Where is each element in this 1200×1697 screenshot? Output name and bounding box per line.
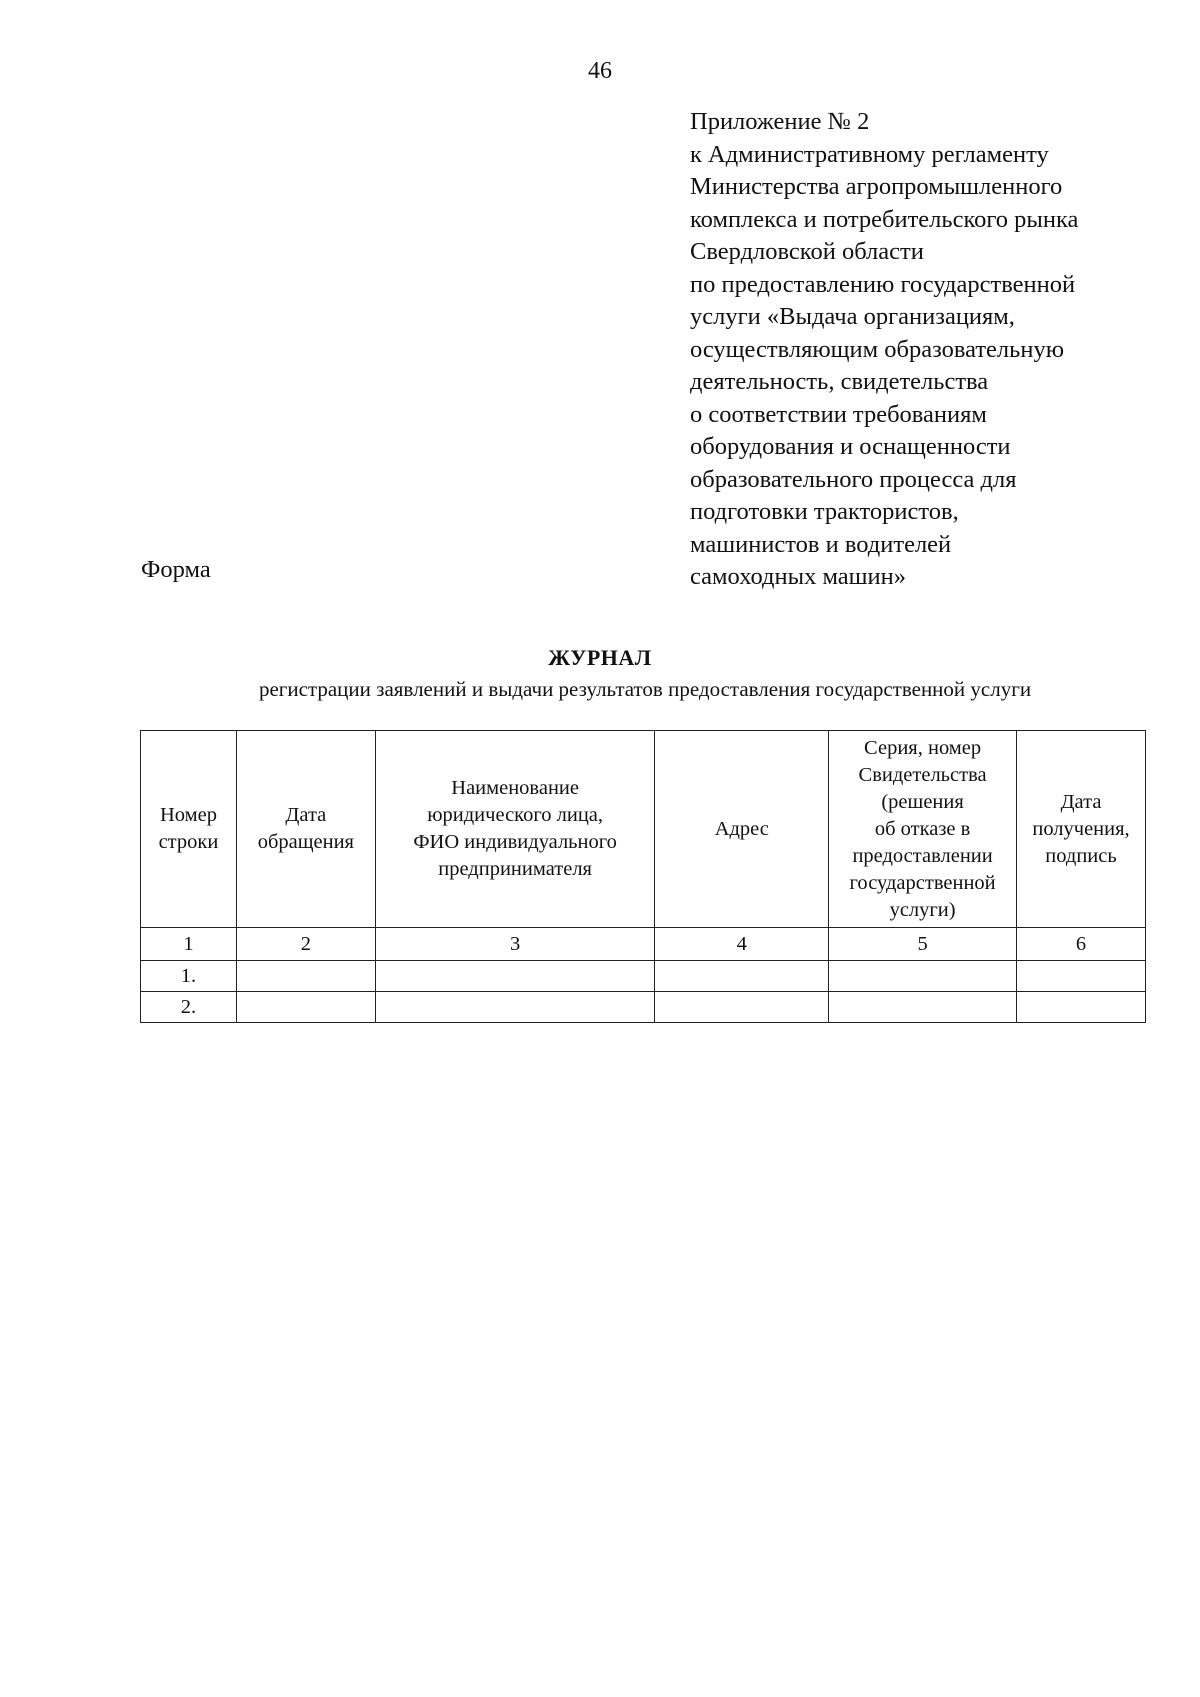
header-line: получения, xyxy=(1032,817,1130,840)
journal-subtitle: регистрации заявлений и выдачи результатов предоставления государственной услуги xyxy=(258,677,1032,701)
appendix-line: по предоставлению государственной xyxy=(690,270,1076,298)
header-line: об отказе в xyxy=(874,817,971,840)
appendix-line: машинистов и водителей xyxy=(690,530,952,558)
appendix-line: деятельность, свидетельства xyxy=(690,368,989,395)
table-header-row xyxy=(141,731,1146,928)
header-line: строки xyxy=(158,831,219,853)
column-number: 3 xyxy=(375,928,655,961)
journal-table xyxy=(140,730,1146,1023)
empty-cell xyxy=(1017,961,1146,992)
column-number: 1 xyxy=(141,928,237,961)
form-label: Форма xyxy=(141,556,211,583)
column-number: 2 xyxy=(236,928,375,961)
appendix-line: комплекса и потребительского рынка xyxy=(690,205,1079,233)
column-header-applicant-name xyxy=(375,731,655,928)
column-header-certificate xyxy=(829,731,1017,928)
appendix-line: о соответствии требованиям xyxy=(690,400,987,428)
appendix-line: Приложение № 2 xyxy=(690,108,870,135)
appendix-line: осуществляющим образовательную xyxy=(690,335,1064,363)
header-line: Свидетельства xyxy=(858,763,987,786)
appendix-line: услуги «Выдача организациям, xyxy=(690,303,1015,330)
header-line: Адрес xyxy=(714,817,769,840)
appendix-line: Свердловской области xyxy=(690,238,924,265)
appendix-line: подготовки трактористов, xyxy=(690,498,959,525)
column-header-row-number xyxy=(141,731,237,928)
header-line: юридического лица, xyxy=(427,804,604,826)
column-number: 5 xyxy=(829,928,1017,961)
header-line: Номер xyxy=(159,804,217,826)
header-line: ФИО индивидуального xyxy=(413,831,617,853)
header-line: обращения xyxy=(257,831,354,853)
empty-cell xyxy=(375,961,655,992)
appendix-line: образовательного процесса для xyxy=(690,465,1017,493)
header-line: Наименование xyxy=(451,777,579,799)
empty-cell xyxy=(655,992,829,1023)
header-line: (решения xyxy=(881,790,964,813)
header-line: государственной xyxy=(849,871,996,894)
appendix-header xyxy=(690,106,1160,594)
table-row xyxy=(141,992,1146,1023)
header-line: Дата xyxy=(1060,790,1102,813)
column-header-receipt-date-signature xyxy=(1017,731,1146,928)
row-number: 1. xyxy=(141,961,237,992)
empty-cell xyxy=(1017,992,1146,1023)
header-line: подпись xyxy=(1045,844,1117,867)
appendix-line: к Административному регламенту xyxy=(690,140,1049,168)
appendix-line: самоходных машин» xyxy=(690,563,907,590)
empty-cell xyxy=(375,992,655,1023)
column-header-address xyxy=(655,731,829,928)
table-row xyxy=(141,961,1146,992)
row-number: 2. xyxy=(141,992,237,1023)
journal-title: ЖУРНАЛ xyxy=(548,645,652,670)
empty-cell xyxy=(829,992,1017,1023)
page-number: 46 xyxy=(588,58,612,84)
header-line: предоставлении xyxy=(852,844,993,867)
empty-cell xyxy=(655,961,829,992)
empty-cell xyxy=(236,961,375,992)
column-number-row xyxy=(141,928,1146,961)
column-header-request-date xyxy=(236,731,375,928)
appendix-line: Министерства агропромышленного xyxy=(690,173,1063,200)
header-line: предпринимателя xyxy=(438,858,592,880)
column-number: 4 xyxy=(655,928,829,961)
header-line: Дата xyxy=(285,804,327,826)
appendix-line: оборудования и оснащенности xyxy=(690,433,1011,460)
empty-cell xyxy=(829,961,1017,992)
column-number: 6 xyxy=(1017,928,1146,961)
empty-cell xyxy=(236,992,375,1023)
header-line: Серия, номер xyxy=(864,736,982,759)
header-line: услуги) xyxy=(889,898,956,921)
